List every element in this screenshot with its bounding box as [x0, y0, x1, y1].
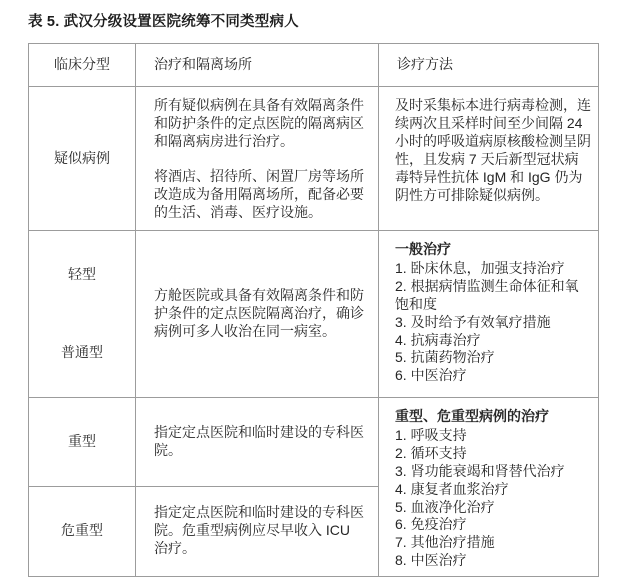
table-header-row	[29, 44, 599, 87]
mild-type-label: 轻型	[68, 266, 96, 283]
suspected-method-text: 及时采集标本进行病毒检测，连续两次且采样时间至少间隔 24 小时的呼吸道病原核酸检测呈阴性，且发病 7 天后新型冠状病毒特异性抗体 IgM 和 IgG 仍为阴性方可排除疑似病例。	[395, 97, 591, 203]
header-diagnosis-method: 诊疗方法	[379, 44, 599, 87]
general-treatment-item: 4. 抗病毒治疗	[395, 331, 481, 348]
table-row-severe	[29, 398, 599, 487]
critical-type-label: 危重型	[29, 486, 136, 577]
table-caption: 表 5. 武汉分级设置医院统筹不同类型病人	[28, 14, 299, 30]
mild-moderate-type-cell	[29, 231, 136, 398]
table-row-suspected	[29, 87, 599, 231]
severe-critical-treatment-title: 重型、危重型病例的治疗	[395, 408, 549, 424]
general-treatment-title: 一般治疗	[395, 241, 451, 257]
general-treatment-item: 5. 抗菌药物治疗	[395, 349, 495, 366]
hospital-grading-table	[28, 43, 599, 577]
severe-critical-treatment-item: 8. 中医治疗	[395, 552, 467, 569]
severe-critical-treatment-item: 5. 血液净化治疗	[395, 498, 495, 515]
suspected-type-label: 疑似病例	[29, 87, 136, 231]
moderate-type-label: 普通型	[61, 344, 103, 360]
general-treatment-cell	[379, 231, 599, 398]
suspected-place-cell	[136, 87, 379, 231]
critical-place-cell	[136, 486, 379, 577]
suspected-method-cell	[379, 87, 599, 231]
severe-critical-treatment-item: 7. 其他治疗措施	[395, 534, 495, 551]
general-treatment-item: 2. 根据病情监测生命体征和氧饱和度	[395, 277, 579, 312]
suspected-place-paragraph-2: 将酒店、招待所、闲置厂房等场所改造成为备用隔离场所，配备必要的生活、消毒、医疗设施。	[154, 167, 364, 220]
mild-moderate-place-cell	[136, 231, 379, 398]
header-clinical-type: 临床分型	[29, 44, 136, 87]
general-treatment-item: 1. 卧床休息，加强支持治疗	[395, 259, 565, 276]
mild-moderate-place-text: 方舱医院或具备有效隔离条件和防护条件的定点医院隔离治疗，确诊病例可多人收治在同一病室。	[154, 287, 364, 339]
severe-critical-treatment-item: 6. 免疫治疗	[395, 516, 467, 533]
severe-critical-treatment-item: 1. 呼吸支持	[395, 426, 467, 443]
header-treatment-place: 治疗和隔离场所	[136, 44, 379, 87]
severe-place-cell	[136, 398, 379, 487]
type-label-spacer	[35, 284, 129, 344]
critical-place-text: 指定定点医院和临时建设的专科医院。危重型病例应尽早收入 ICU 治疗。	[154, 504, 364, 557]
table-row-mild-moderate	[29, 231, 599, 398]
severe-critical-treatment-item: 4. 康复者血浆治疗	[395, 480, 509, 497]
suspected-place-paragraph-1: 所有疑似病例在具备有效隔离条件和防护条件的定点医院的隔离病区和隔离病房进行治疗。	[154, 97, 364, 149]
severe-critical-treatment-cell	[379, 398, 599, 577]
severe-critical-treatment-item: 3. 肾功能衰竭和肾替代治疗	[395, 462, 565, 479]
general-treatment-item: 6. 中医治疗	[395, 367, 467, 384]
severe-critical-treatment-item: 2. 循环支持	[395, 444, 467, 461]
general-treatment-item: 3. 及时给予有效氧疗措施	[395, 313, 551, 330]
severe-type-label: 重型	[29, 398, 136, 487]
severe-place-text: 指定定点医院和临时建设的专科医院。	[154, 423, 364, 458]
